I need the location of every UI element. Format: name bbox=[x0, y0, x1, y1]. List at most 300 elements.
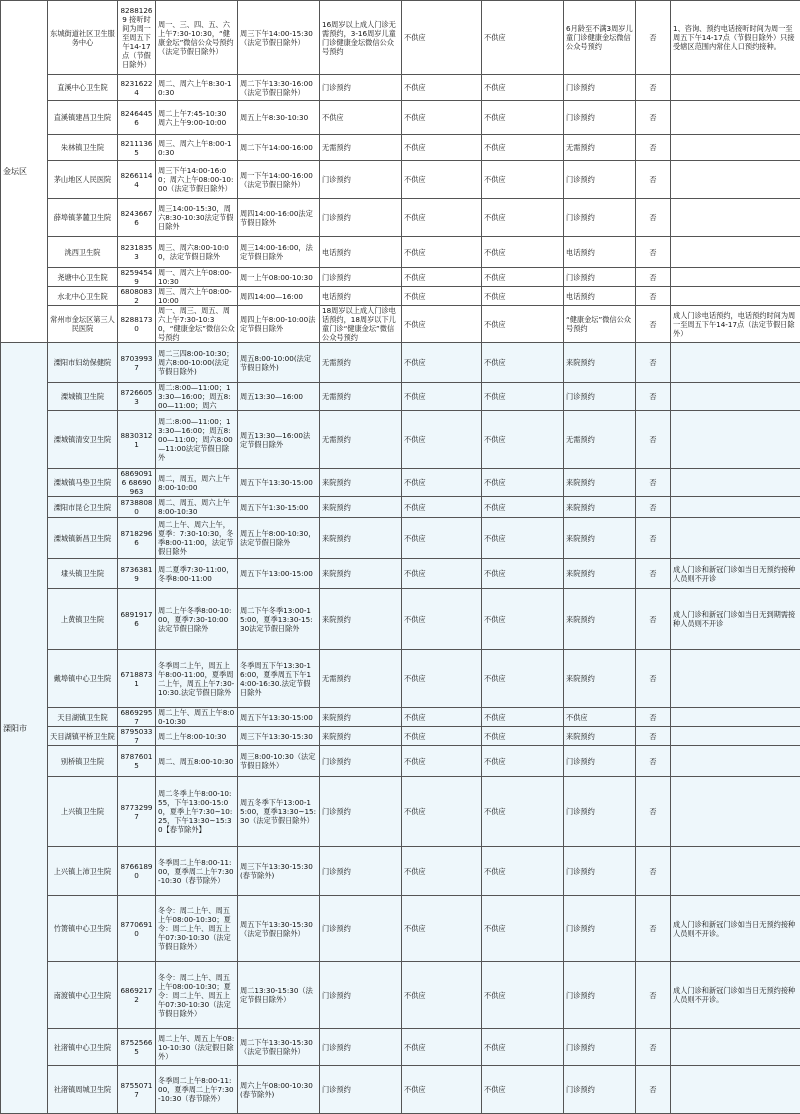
cell-s1: 不供应 bbox=[402, 411, 482, 469]
cell-f: 否 bbox=[636, 746, 671, 777]
cell-note bbox=[671, 497, 800, 518]
cell-f: 否 bbox=[636, 1029, 671, 1066]
cell-appt: 门诊预约 bbox=[320, 746, 402, 777]
cell-f: 否 bbox=[636, 411, 671, 469]
cell-hours2: 周二下午13:30-15:30（法定节假日除外） bbox=[238, 1029, 320, 1066]
cell-org: 水北中心卫生院 bbox=[48, 287, 118, 306]
cell-note bbox=[671, 287, 800, 306]
cell-note bbox=[671, 135, 800, 161]
table-row bbox=[1, 343, 800, 383]
cell-s2: 不供应 bbox=[482, 1, 564, 75]
cell-f: 否 bbox=[636, 135, 671, 161]
cell-note: 成人门诊和新冠门诊如当日无到期需接种人员则不开诊 bbox=[671, 589, 800, 650]
cell-appt: 门诊预约 bbox=[320, 161, 402, 199]
cell-hours2: 周三下午13:30-15:30 bbox=[238, 727, 320, 746]
cell-hours2: 周三下午14:00-15:30（法定节假日除外） bbox=[238, 1, 320, 75]
cell-appt: 门诊预约 bbox=[320, 199, 402, 237]
cell-s2: 不供应 bbox=[482, 135, 564, 161]
table-row bbox=[1, 237, 800, 268]
cell-appt: 无需预约 bbox=[320, 343, 402, 383]
cell-f: 否 bbox=[636, 161, 671, 199]
cell-s1: 不供应 bbox=[402, 383, 482, 411]
table-body bbox=[1, 1, 800, 1114]
cell-hours: 周二:8:00—11:00；13:30—16:00；周五8:00—11:00；周六8:00—11:00法定节假日除外 bbox=[156, 411, 238, 469]
cell-hours2: 周五下午13:30-15:00 bbox=[238, 469, 320, 497]
cell-s2: 不供应 bbox=[482, 1029, 564, 1066]
cell-s1: 不供应 bbox=[402, 306, 482, 343]
cell-org: 东城街道社区卫生服务中心 bbox=[48, 1, 118, 75]
cell-hours2: 周五下午13:00-15:00 bbox=[238, 559, 320, 589]
cell-f: 否 bbox=[636, 896, 671, 962]
district-cell: 溧阳市 bbox=[1, 343, 48, 1114]
table-row bbox=[1, 75, 800, 101]
cell-phone: 87876015 bbox=[118, 746, 156, 777]
cell-s1: 不供应 bbox=[402, 727, 482, 746]
cell-note bbox=[671, 411, 800, 469]
table-row bbox=[1, 518, 800, 559]
cell-phone: 88303121 bbox=[118, 411, 156, 469]
cell-hours: 周二上午7:45-10:30 周六上午9:00-10:00 bbox=[156, 101, 238, 135]
cell-hours: 周三14:00-15:30，周六8:30-10:30法定节假日除外 bbox=[156, 199, 238, 237]
cell-s2: 不供应 bbox=[482, 497, 564, 518]
cell-s2: 不供应 bbox=[482, 559, 564, 589]
cell-note bbox=[671, 343, 800, 383]
cell-f: 否 bbox=[636, 237, 671, 268]
cell-hours2: 周三14:00-16:00，法定节假日除外 bbox=[238, 237, 320, 268]
cell-phone: 87039937 bbox=[118, 343, 156, 383]
cell-s1: 不供应 bbox=[402, 650, 482, 708]
cell-note bbox=[671, 383, 800, 411]
cell-s2: 不供应 bbox=[482, 746, 564, 777]
cell-s1: 不供应 bbox=[402, 101, 482, 135]
cell-hours2: 周二下午13:30-16:00（法定节假日除外） bbox=[238, 75, 320, 101]
cell-f: 否 bbox=[636, 199, 671, 237]
cell-hours2: 周五13:30—16:00法定节假日除外 bbox=[238, 411, 320, 469]
cell-phone: 87550717 bbox=[118, 1066, 156, 1114]
cell-f: 否 bbox=[636, 306, 671, 343]
cell-hours2: 周五上午8:30-10:30 bbox=[238, 101, 320, 135]
cell-org: 南渡镇中心卫生院 bbox=[48, 962, 118, 1029]
cell-note bbox=[671, 268, 800, 287]
cell-f: 否 bbox=[636, 1066, 671, 1114]
cell-hours2: 周五13:30—16:00 bbox=[238, 383, 320, 411]
cell-s1: 不供应 bbox=[402, 237, 482, 268]
cell-s1: 不供应 bbox=[402, 746, 482, 777]
cell-s2: 不供应 bbox=[482, 75, 564, 101]
cell-note bbox=[671, 101, 800, 135]
cell-note bbox=[671, 199, 800, 237]
cell-f: 否 bbox=[636, 847, 671, 896]
cell-s2: 不供应 bbox=[482, 237, 564, 268]
cell-hours: 周二三四8:00-10:30；周六8:00-10:00(法定节假日除外) bbox=[156, 343, 238, 383]
cell-hours: 周二上午、周六上午，夏季：7:30-10:30，冬季8:00-11:00，法定节假日除外 bbox=[156, 518, 238, 559]
cell-s2: 不供应 bbox=[482, 708, 564, 727]
cell-note bbox=[671, 746, 800, 777]
cell-hours: 周一、周六上午08:00-10:30 bbox=[156, 268, 238, 287]
cell-hours: 冬令：周二上午、周五上午08:00-10:30；夏令：周二上午、周五上午07:30-10:30（法定节假日除外） bbox=[156, 896, 238, 962]
cell-hours: 周二、周五、周六上午8:00-10:30 bbox=[156, 497, 238, 518]
cell-appt2: 无需预约 bbox=[564, 411, 636, 469]
cell-note: 成人门诊和新冠门诊如当日无预约接种人员则不开诊 bbox=[671, 559, 800, 589]
cell-hours: 周一、周三、周五、周六上午7:30-10:30，“健康金坛”微信公众号预约 bbox=[156, 306, 238, 343]
cell-s2: 不供应 bbox=[482, 589, 564, 650]
cell-phone: 87706910 bbox=[118, 896, 156, 962]
cell-phone: 67188731 bbox=[118, 650, 156, 708]
cell-phone: 82436676 bbox=[118, 199, 156, 237]
table-row bbox=[1, 1029, 800, 1066]
cell-s1: 不供应 bbox=[402, 287, 482, 306]
cell-org: 溧城镇新昌卫生院 bbox=[48, 518, 118, 559]
cell-hours: 冬季周二上午，周五上午8:00-11:00，夏季周二上午，周五上午7:30-10:30.法定节假日除外 bbox=[156, 650, 238, 708]
cell-f: 否 bbox=[636, 727, 671, 746]
cell-appt: 无需预约 bbox=[320, 650, 402, 708]
cell-s1: 不供应 bbox=[402, 343, 482, 383]
cell-s1: 不供应 bbox=[402, 1, 482, 75]
cell-note bbox=[671, 161, 800, 199]
cell-appt2: 门诊预约 bbox=[564, 896, 636, 962]
cell-appt2: 电话预约 bbox=[564, 287, 636, 306]
cell-org: 茅山地区人民医院 bbox=[48, 161, 118, 199]
cell-s1: 不供应 bbox=[402, 497, 482, 518]
cell-s2: 不供应 bbox=[482, 343, 564, 383]
cell-f: 否 bbox=[636, 962, 671, 1029]
cell-appt2: 来院预约 bbox=[564, 497, 636, 518]
table-row bbox=[1, 727, 800, 746]
cell-appt2: 来院预约 bbox=[564, 650, 636, 708]
cell-s1: 不供应 bbox=[402, 777, 482, 847]
cell-s2: 不供应 bbox=[482, 727, 564, 746]
cell-f: 否 bbox=[636, 589, 671, 650]
cell-hours2: 周四14:00—16:00 bbox=[238, 287, 320, 306]
cell-hours: 冬令：周二上午、周五上午08:00-10:30；夏令：周二上午、周五上午07:30-10:30（法定节假日除外） bbox=[156, 962, 238, 1029]
cell-note: 成人门诊和新冠门诊如当日无预约接种人员则不开诊。 bbox=[671, 962, 800, 1029]
table-row bbox=[1, 383, 800, 411]
cell-f: 否 bbox=[636, 650, 671, 708]
cell-appt: 来院预约 bbox=[320, 497, 402, 518]
cell-org: 溧阳市妇幼保健院 bbox=[48, 343, 118, 383]
cell-org: 直溪镇建昌卫生院 bbox=[48, 101, 118, 135]
cell-hours: 周二冬季上午8:00-10:55，下午13:00-15:00，夏季上午7:30~10:25，下午13:30~15:30【春节除外】 bbox=[156, 777, 238, 847]
cell-appt: 不供应 bbox=[320, 101, 402, 135]
cell-hours: 周二、周六上午8:30-10:30 bbox=[156, 75, 238, 101]
cell-hours: 周一、三、四、五、六上午7:30-10:30，“健康金坛”微信公众号预约（法定节假日除外） bbox=[156, 1, 238, 75]
cell-note: 成人门诊和新冠门诊如当日无预约接种人员则不开诊。 bbox=[671, 896, 800, 962]
cell-appt: 无需预约 bbox=[320, 411, 402, 469]
cell-phone: 82316224 bbox=[118, 75, 156, 101]
cell-org: 洮西卫生院 bbox=[48, 237, 118, 268]
cell-org: 常州市金坛区第三人民医院 bbox=[48, 306, 118, 343]
cell-appt: 门诊预约 bbox=[320, 75, 402, 101]
cell-appt: 门诊预约 bbox=[320, 1066, 402, 1114]
cell-phone: 82881730 bbox=[118, 306, 156, 343]
cell-hours2: 周六上午08:00-10:30(春节除外) bbox=[238, 1066, 320, 1114]
cell-f: 否 bbox=[636, 101, 671, 135]
cell-f: 否 bbox=[636, 777, 671, 847]
cell-s1: 不供应 bbox=[402, 1066, 482, 1114]
cell-f: 否 bbox=[636, 559, 671, 589]
cell-f: 否 bbox=[636, 1, 671, 75]
table-row bbox=[1, 777, 800, 847]
cell-org: 埭头镇卫生院 bbox=[48, 559, 118, 589]
cell-note bbox=[671, 777, 800, 847]
cell-phone: 68692172 bbox=[118, 962, 156, 1029]
cell-phone: 82111365 bbox=[118, 135, 156, 161]
cell-note bbox=[671, 1029, 800, 1066]
table-row bbox=[1, 896, 800, 962]
table-row bbox=[1, 847, 800, 896]
cell-org: 上兴镇上沛卫生院 bbox=[48, 847, 118, 896]
cell-s2: 不供应 bbox=[482, 411, 564, 469]
cell-appt2: 门诊预约 bbox=[564, 1066, 636, 1114]
cell-s1: 不供应 bbox=[402, 1029, 482, 1066]
cell-phone: 82318353 bbox=[118, 237, 156, 268]
cell-phone: 68692957 bbox=[118, 708, 156, 727]
cell-hours: 周二、周五8:00-10:30 bbox=[156, 746, 238, 777]
cell-org: 天目湖镇平桥卫生院 bbox=[48, 727, 118, 746]
cell-appt2: 门诊预约 bbox=[564, 161, 636, 199]
cell-note bbox=[671, 1066, 800, 1114]
cell-f: 否 bbox=[636, 497, 671, 518]
cell-appt2: 来院预约 bbox=[564, 343, 636, 383]
cell-hours2: 周五下午13:30-15:00 bbox=[238, 708, 320, 727]
cell-s1: 不供应 bbox=[402, 708, 482, 727]
cell-s2: 不供应 bbox=[482, 518, 564, 559]
cell-f: 否 bbox=[636, 383, 671, 411]
cell-s1: 不供应 bbox=[402, 559, 482, 589]
cell-hours2: 周四14:00-16:00法定节假日除外 bbox=[238, 199, 320, 237]
cell-hours2: 周五8:00-10:00(法定节假日除外) bbox=[238, 343, 320, 383]
cell-s2: 不供应 bbox=[482, 383, 564, 411]
cell-hours2: 周五冬季下午13:00-15:00，夏季13:30~15:30（法定节假日除外） bbox=[238, 777, 320, 847]
table-row bbox=[1, 306, 800, 343]
cell-appt2: 不供应 bbox=[564, 708, 636, 727]
cell-appt2: 门诊预约 bbox=[564, 383, 636, 411]
table-row bbox=[1, 469, 800, 497]
cell-appt2: 门诊预约 bbox=[564, 746, 636, 777]
table-row bbox=[1, 161, 800, 199]
cell-org: 上黄镇卫生院 bbox=[48, 589, 118, 650]
table-row bbox=[1, 411, 800, 469]
cell-appt2: 6月龄至不满3周岁儿童门诊健康金坛微信公众号预约 bbox=[564, 1, 636, 75]
cell-note bbox=[671, 650, 800, 708]
cell-hours: 周三、周六8:00-10:00，法定节假日除外 bbox=[156, 237, 238, 268]
cell-appt2: 门诊预约 bbox=[564, 101, 636, 135]
cell-appt2: 电话预约 bbox=[564, 237, 636, 268]
cell-hours: 周二夏季7:30-11:00，冬季8:00-11:00 bbox=[156, 559, 238, 589]
cell-appt: 门诊预约 bbox=[320, 847, 402, 896]
cell-phone: 82661144 bbox=[118, 161, 156, 199]
cell-appt2: 来院预约 bbox=[564, 469, 636, 497]
cell-hours: 周三、周六上午08:00-10:00 bbox=[156, 287, 238, 306]
cell-hours2: 冬季周五下午13:30-16:00，夏季周五下午14:00-16:30.法定节假日除外 bbox=[238, 650, 320, 708]
cell-phone: 87363819 bbox=[118, 559, 156, 589]
cell-appt: 门诊预约 bbox=[320, 896, 402, 962]
cell-s2: 不供应 bbox=[482, 101, 564, 135]
cell-s2: 不供应 bbox=[482, 306, 564, 343]
cell-org: 天目湖镇卫生院 bbox=[48, 708, 118, 727]
cell-f: 否 bbox=[636, 518, 671, 559]
cell-f: 否 bbox=[636, 287, 671, 306]
cell-hours: 周二上午、周五上午8:00-10:30 bbox=[156, 708, 238, 727]
cell-phone: 68919176 bbox=[118, 589, 156, 650]
cell-org: 社渚镇中心卫生院 bbox=[48, 1029, 118, 1066]
cell-hours: 周二上午、周五上午08:10-10:30（法定假日除外） bbox=[156, 1029, 238, 1066]
cell-note bbox=[671, 708, 800, 727]
cell-org: 尧塘中心卫生院 bbox=[48, 268, 118, 287]
cell-phone: 87950337 bbox=[118, 727, 156, 746]
cell-s2: 不供应 bbox=[482, 268, 564, 287]
cell-org: 上兴镇卫生院 bbox=[48, 777, 118, 847]
cell-appt: 电话预约 bbox=[320, 237, 402, 268]
cell-hours2: 周二13:30-15:30（法定节假日除外） bbox=[238, 962, 320, 1029]
cell-f: 否 bbox=[636, 469, 671, 497]
cell-s2: 不供应 bbox=[482, 1066, 564, 1114]
table-row bbox=[1, 962, 800, 1029]
cell-phone: 82464456 bbox=[118, 101, 156, 135]
cell-note bbox=[671, 75, 800, 101]
cell-s2: 不供应 bbox=[482, 287, 564, 306]
cell-s2: 不供应 bbox=[482, 161, 564, 199]
cell-appt: 16周岁以上成人门诊无需预约，3-16周岁儿童门诊健康金坛微信公众号预约 bbox=[320, 1, 402, 75]
cell-note: 成人门诊电话预约，电话预约时间为周一至周五下午14-17点（法定节假日除外） bbox=[671, 306, 800, 343]
cell-org: 朱林镇卫生院 bbox=[48, 135, 118, 161]
cell-hours2: 周一上午08:00-10:30 bbox=[238, 268, 320, 287]
cell-s1: 不供应 bbox=[402, 161, 482, 199]
cell-appt2: “健康金坛”微信公众号预约 bbox=[564, 306, 636, 343]
cell-appt2: 来院预约 bbox=[564, 727, 636, 746]
cell-s1: 不供应 bbox=[402, 75, 482, 101]
cell-hours: 周三、周六上午8:00-10:30 bbox=[156, 135, 238, 161]
cell-appt2: 门诊预约 bbox=[564, 962, 636, 1029]
cell-phone: 87388080 bbox=[118, 497, 156, 518]
cell-appt2: 门诊预约 bbox=[564, 75, 636, 101]
cell-s1: 不供应 bbox=[402, 268, 482, 287]
cell-appt2: 门诊预约 bbox=[564, 777, 636, 847]
cell-note: 1、咨询、预约电话接听时间为周一至周五下午14-17点（节假日除外）只接受辖区范围内常住人口预约接种。 bbox=[671, 1, 800, 75]
cell-appt: 来院预约 bbox=[320, 469, 402, 497]
cell-hours2: 周五下午1:30-15:00 bbox=[238, 497, 320, 518]
cell-hours: 周二:8:00—11:00；13:30—16:00；周五8:00—11:00；周六 bbox=[156, 383, 238, 411]
cell-phone: 68080832 bbox=[118, 287, 156, 306]
cell-phone: 87266053 bbox=[118, 383, 156, 411]
cell-phone: 87525665 bbox=[118, 1029, 156, 1066]
cell-org: 竹箦镇中心卫生院 bbox=[48, 896, 118, 962]
cell-note bbox=[671, 518, 800, 559]
cell-s1: 不供应 bbox=[402, 589, 482, 650]
cell-appt: 电话预约 bbox=[320, 287, 402, 306]
cell-hours2: 周五下午13:30-15:30（法定节假日除外） bbox=[238, 896, 320, 962]
cell-s1: 不供应 bbox=[402, 469, 482, 497]
cell-note bbox=[671, 469, 800, 497]
cell-appt: 来院预约 bbox=[320, 589, 402, 650]
cell-appt: 无需预约 bbox=[320, 135, 402, 161]
cell-appt: 门诊预约 bbox=[320, 1029, 402, 1066]
table-row bbox=[1, 708, 800, 727]
table-row bbox=[1, 287, 800, 306]
cell-appt: 无需预约 bbox=[320, 383, 402, 411]
table-row bbox=[1, 135, 800, 161]
cell-hours2: 周二下午14:00-16:00 bbox=[238, 135, 320, 161]
cell-appt: 来院预约 bbox=[320, 708, 402, 727]
cell-s1: 不供应 bbox=[402, 962, 482, 1029]
cell-appt2: 门诊预约 bbox=[564, 268, 636, 287]
table-row bbox=[1, 268, 800, 287]
cell-s1: 不供应 bbox=[402, 135, 482, 161]
cell-hours: 冬季周二上午8:00-11:00，夏季周二上午7:30-10:30（春节除外） bbox=[156, 1066, 238, 1114]
table-row bbox=[1, 650, 800, 708]
cell-appt: 来院预约 bbox=[320, 559, 402, 589]
cell-s2: 不供应 bbox=[482, 469, 564, 497]
cell-s1: 不供应 bbox=[402, 199, 482, 237]
cell-s2: 不供应 bbox=[482, 199, 564, 237]
cell-s1: 不供应 bbox=[402, 896, 482, 962]
cell-appt: 来院预约 bbox=[320, 727, 402, 746]
cell-s2: 不供应 bbox=[482, 962, 564, 1029]
cell-hours2: 周二下午冬季13:00-15:00，夏季13:30-15:30法定节假日除外 bbox=[238, 589, 320, 650]
cell-f: 否 bbox=[636, 75, 671, 101]
cell-org: 戴埠镇中心卫生院 bbox=[48, 650, 118, 708]
cell-f: 否 bbox=[636, 708, 671, 727]
cell-org: 溧城镇清安卫生院 bbox=[48, 411, 118, 469]
cell-org: 溧城镇马垫卫生院 bbox=[48, 469, 118, 497]
cell-hours2: 周三8:00-10:30（法定节假日除外） bbox=[238, 746, 320, 777]
table-row bbox=[1, 497, 800, 518]
cell-appt2: 来院预约 bbox=[564, 518, 636, 559]
cell-phone: 68690916 68690963 bbox=[118, 469, 156, 497]
cell-phone: 82594549 bbox=[118, 268, 156, 287]
cell-hours: 周二上午8:00-10:30 bbox=[156, 727, 238, 746]
cell-hours: 周三下午14:00-16:00；周六上午08:00-10:00（法定节假日除外） bbox=[156, 161, 238, 199]
cell-f: 否 bbox=[636, 268, 671, 287]
cell-appt2: 无需预约 bbox=[564, 135, 636, 161]
cell-appt2: 来院预约 bbox=[564, 589, 636, 650]
cell-hours2: 周五上午8:00-10:30，法定节假日除外 bbox=[238, 518, 320, 559]
cell-appt2: 门诊预约 bbox=[564, 199, 636, 237]
cell-note bbox=[671, 237, 800, 268]
table-row bbox=[1, 101, 800, 135]
cell-phone: 87661890 bbox=[118, 847, 156, 896]
cell-s2: 不供应 bbox=[482, 896, 564, 962]
cell-appt: 门诊预约 bbox=[320, 268, 402, 287]
cell-hours2: 周三下午13:30-15:30(春节除外) bbox=[238, 847, 320, 896]
cell-phone: 87182966 bbox=[118, 518, 156, 559]
cell-hours2: 周一下午14:00-16:00（法定节假日除外） bbox=[238, 161, 320, 199]
cell-org: 社渚镇周城卫生院 bbox=[48, 1066, 118, 1114]
cell-f: 否 bbox=[636, 343, 671, 383]
cell-s1: 不供应 bbox=[402, 847, 482, 896]
cell-appt: 18周岁以上成人门诊电话预约，18周岁以下儿童门诊“健康金坛”微信公众号预约 bbox=[320, 306, 402, 343]
cell-s2: 不供应 bbox=[482, 847, 564, 896]
cell-appt2: 门诊预约 bbox=[564, 847, 636, 896]
table-row bbox=[1, 1066, 800, 1114]
cell-org: 薛埠镇茅麓卫生院 bbox=[48, 199, 118, 237]
cell-hours: 冬季周二上午8:00-11:00，夏季周二上午7:30-10:30（春节除外） bbox=[156, 847, 238, 896]
cell-hours: 周二，周五，周六上午8:00-10:00 bbox=[156, 469, 238, 497]
cell-appt: 门诊预约 bbox=[320, 962, 402, 1029]
cell-phone: 82881269 接听时间为周一至周五下午14-17点（节假日除外） bbox=[118, 1, 156, 75]
cell-note bbox=[671, 847, 800, 896]
cell-org: 别桥镇卫生院 bbox=[48, 746, 118, 777]
cell-appt2: 来院预约 bbox=[564, 559, 636, 589]
cell-s2: 不供应 bbox=[482, 650, 564, 708]
cell-appt2: 门诊预约 bbox=[564, 1029, 636, 1066]
table-row bbox=[1, 1, 800, 75]
table-row bbox=[1, 559, 800, 589]
cell-s2: 不供应 bbox=[482, 777, 564, 847]
cell-s1: 不供应 bbox=[402, 518, 482, 559]
cell-org: 直溪中心卫生院 bbox=[48, 75, 118, 101]
table-row bbox=[1, 199, 800, 237]
